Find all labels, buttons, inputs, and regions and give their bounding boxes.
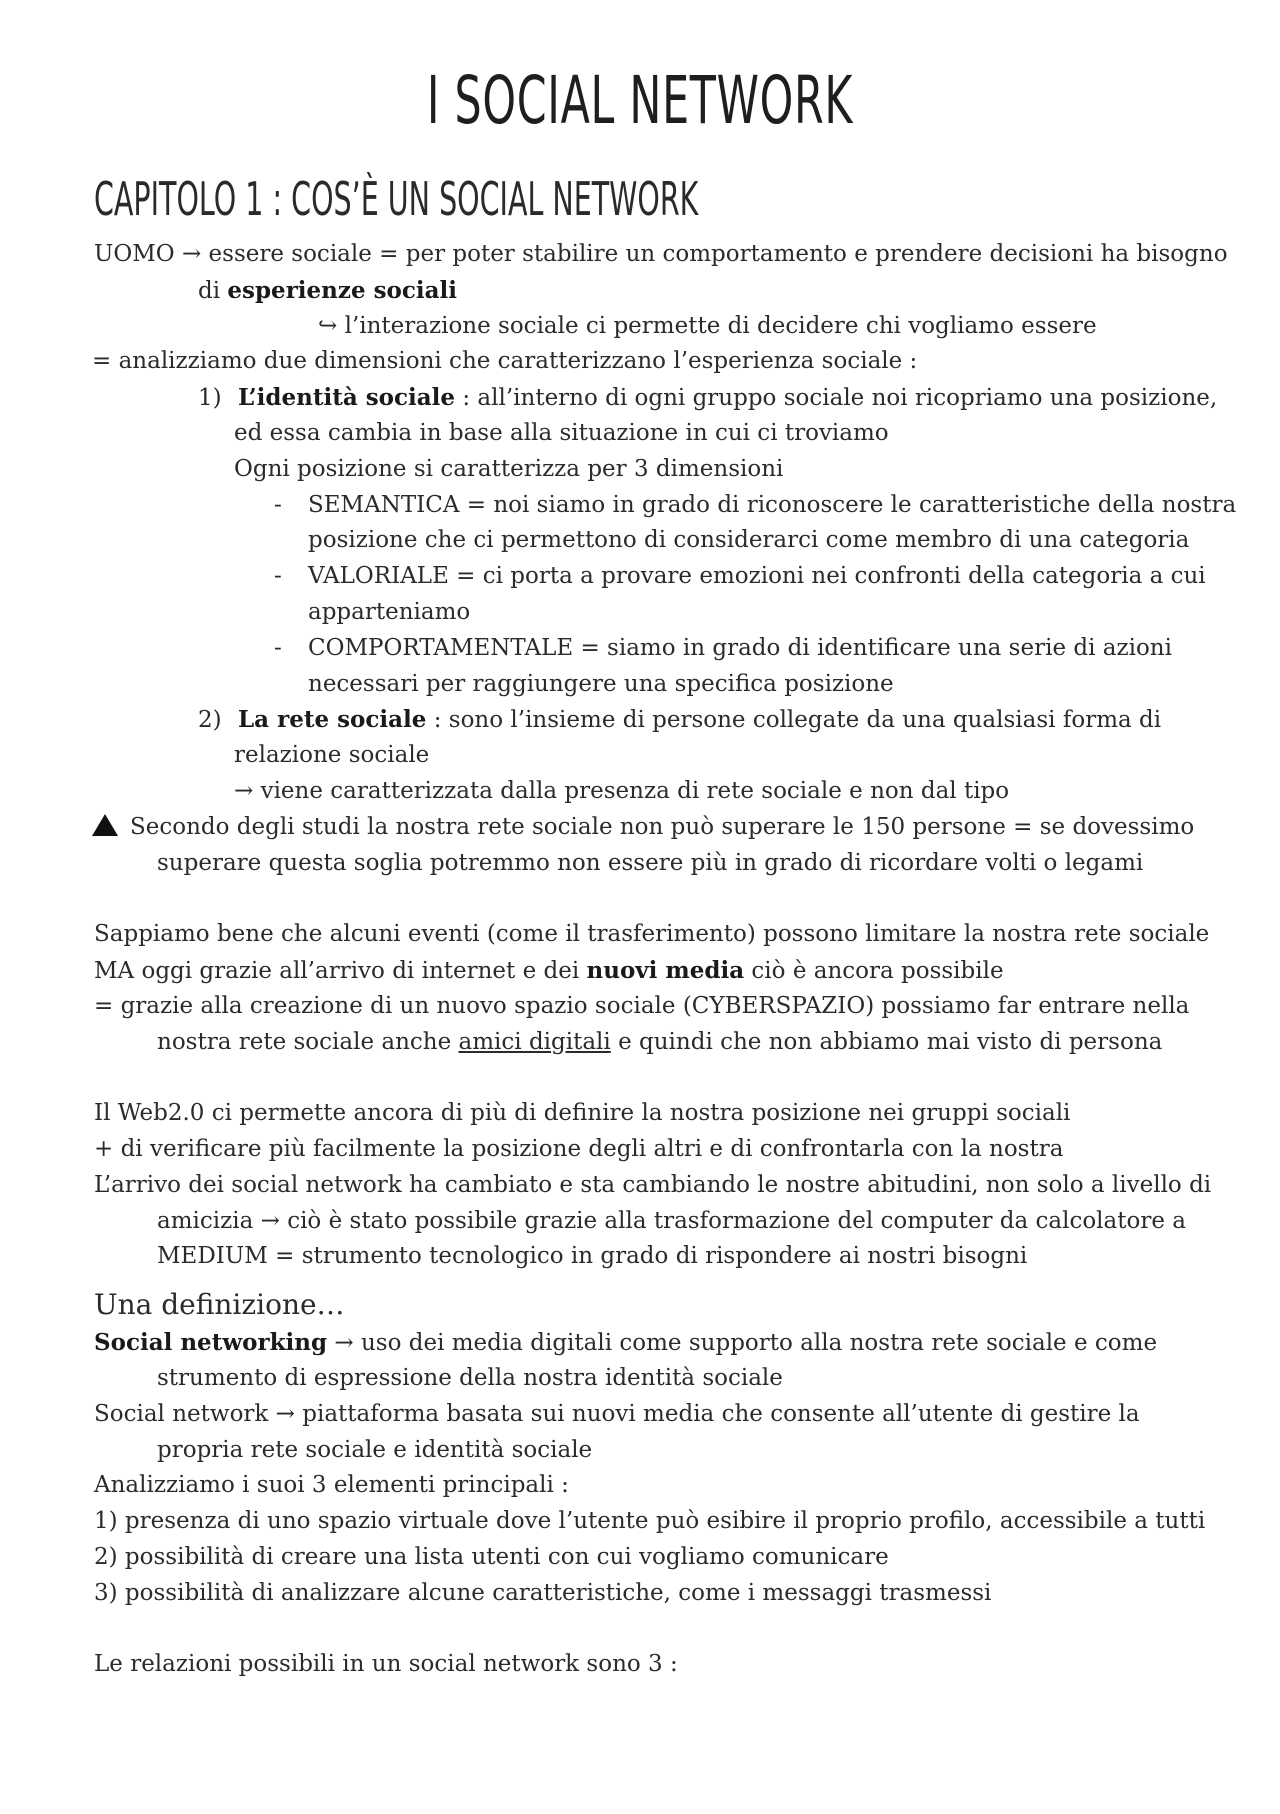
section-heading: Una definizione… — [94, 1288, 345, 1322]
page-title: I SOCIAL NETWORK — [426, 62, 854, 139]
bold-term: L’identità sociale — [238, 384, 456, 412]
text-line: Analizziamo i suoi 3 elementi principali : — [94, 1472, 569, 1499]
text-line: propria rete sociale e identità sociale — [157, 1436, 593, 1463]
text-line: = analizziamo due dimensioni che caratterizzano l’esperienza sociale : — [92, 348, 918, 375]
text-line: superare questa soglia potremmo non essere più in grado di ricordare volti o legami — [157, 849, 1144, 876]
text-line: + di verificare più facilmente la posizione degli altri e di confrontarla con la nostra — [94, 1135, 1064, 1162]
text-line: → viene caratterizzata dalla presenza di rete sociale e non dal tipo — [234, 777, 1010, 804]
text-line: UOMO → essere sociale = per poter stabilire un comportamento e prendere decisioni ha bisogno — [94, 241, 1228, 267]
text-line: MEDIUM = strumento tecnologico in grado di rispondere ai nostri bisogni — [157, 1243, 1028, 1270]
text-line: necessari per raggiungere una specifica posizione — [308, 670, 894, 697]
text-line: relazione sociale — [234, 742, 430, 769]
text-line: apparteniamo — [308, 598, 471, 625]
text-line: strumento di espressione della nostra identità sociale — [157, 1364, 783, 1391]
text-line: posizione che ci permettono di considerarci come membro di una categoria — [308, 527, 1190, 554]
list-item-2: 2) La rete sociale : sono l’insieme di persone collegate da una qualsiasi forma di — [94, 702, 1214, 738]
dash-item: - VALORIALE = ci porta a provare emozioni nei confronti della categoria a cui — [274, 563, 1206, 590]
text-line: = grazie alla creazione di un nuovo spazio sociale (CYBERSPAZIO) possiamo far entrare nella — [94, 992, 1190, 1019]
text-line: Le relazioni possibili in un social network sono 3 : — [94, 1651, 678, 1678]
dash-item: - COMPORTAMENTALE = siamo in grado di identificare una serie di azioni — [274, 634, 1172, 661]
text-line: Sappiamo bene che alcuni eventi (come il trasferimento) possono limitare la nostra rete sociale — [94, 921, 1210, 948]
text-line: MA oggi grazie all’arrivo di internet e dei nuovi media ciò è ancora possibile — [94, 956, 1004, 984]
text-line: Ogni posizione si caratterizza per 3 dimensioni — [234, 455, 784, 482]
text-line: amicizia → ciò è stato possibile grazie alla trasformazione del computer da calcolatore a — [157, 1207, 1186, 1234]
list-item-1: 1) L’identità sociale : all’interno di ogni gruppo sociale noi ricopriamo una posizione, — [94, 380, 1214, 416]
warning-line: Secondo degli studi la nostra rete sociale non può superare le 150 persone = se dovessimo — [92, 810, 1214, 846]
text-line: Social networking → uso dei media digitali come supporto alla nostra rete sociale e come — [94, 1329, 1158, 1357]
text-line: nostra rete sociale anche amici digitali e quindi che non abbiamo mai visto di persona — [157, 1028, 1163, 1055]
list-number: 1) — [198, 385, 222, 412]
text-line: ed essa cambia in base alla situazione in cui ci troviamo — [234, 419, 889, 446]
list-item: 2) possibilità di creare una lista utenti con cui vogliamo comunicare — [94, 1543, 889, 1570]
text-line: L’arrivo dei social network ha cambiato e sta cambiando le nostre abitudini, non solo a livello di — [94, 1171, 1212, 1198]
underlined-term: amici digitali — [458, 1028, 611, 1055]
bold-term: nuovi media — [586, 956, 745, 984]
bold-term: Social networking — [94, 1329, 328, 1357]
bold-term: La rete sociale — [238, 706, 427, 734]
list-item: 1) presenza di uno spazio virtuale dove l’utente può esibire il proprio profilo, accessibile a tutti — [94, 1508, 1206, 1535]
bold-term: esperienze sociali — [227, 276, 458, 304]
list-item: 3) possibilità di analizzare alcune caratteristiche, come i messaggi trasmessi — [94, 1579, 992, 1606]
text-line: Il Web2.0 ci permette ancora di più di definire la nostra posizione nei gruppi sociali — [94, 1100, 1071, 1127]
text-line: Social network → piattaforma basata sui nuovi media che consente all’utente di gestire la — [94, 1400, 1140, 1427]
chapter-heading: CAPITOLO 1 : COS’È UN SOCIAL NETWORK — [94, 172, 699, 226]
text-line: ↪ l’interazione sociale ci permette di decidere chi vogliamo essere — [318, 312, 1097, 339]
document-body — [92, 237, 1237, 1683]
list-number: 2) — [198, 707, 222, 734]
dash-item: - SEMANTICA = noi siamo in grado di riconoscere le caratteristiche della nostra — [274, 491, 1237, 518]
warning-triangle-icon — [92, 814, 118, 836]
text-line: di esperienze sociali — [198, 276, 458, 304]
